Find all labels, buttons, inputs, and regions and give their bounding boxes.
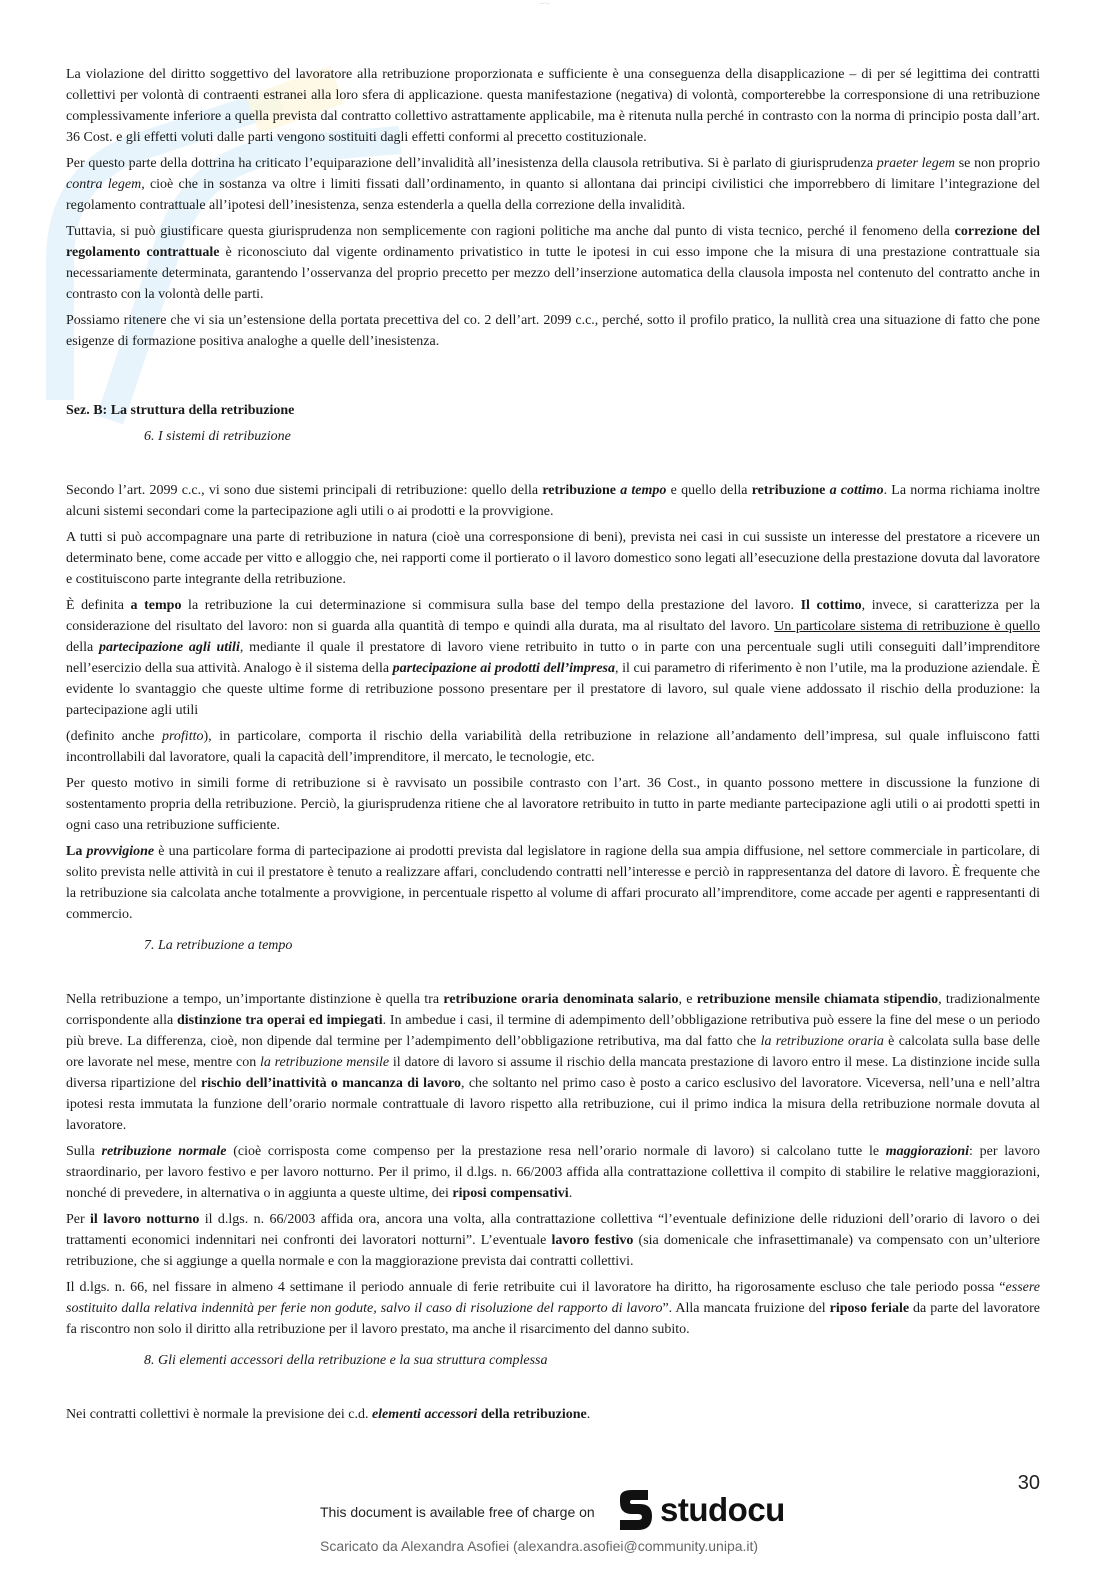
paragraph: È definita a tempo la retribuzione la cui determinazione si commisura sulla base del tempo della prestazione del lavoro. Il cottimo, invece, si caratterizza per la considerazione del risultato del lavoro: non si guarda alla quantità di tempo e quindi alla durata, ma al risultato del lavoro. Un particolare sistema di retribuzione è quello della partecipazione agli utili, mediante il quale il prestatore di lavoro viene retribuito in tutto o in parte con una percentuale sugli utili conseguiti dall’imprenditore nell’esercizio della sua attività. Analogo è il sistema della partecipazione ai prodotti dell’impresa, il cui parametro di riferimento è non l’utile, ma la produzione aziendale. È evidente lo svantaggio che queste ultime forme di retribuzione possono presentare per il prestatore di lavoro, sul quale viene addossato il rischio della produzione: la partecipazione agli utili <box>66 598 1041 718</box>
paragraph: Secondo l’art. 2099 c.c., vi sono due sistemi principali di retribuzione: quello della retribuzione a tempo e quello della retribuzione a cottimo. La norma richiama inoltre alcuni sistemi secondari come la partecipazione agli utili o ai prodotti e la provvigione. <box>66 483 1041 519</box>
paragraph: A tutti si può accompagnare una parte di retribuzione in natura (cioè una corresponsione di beni), prevista nei casi in cui sussiste un interesse del prestatore a ricevere un determinato bene, come accade per vitto e alloggio che, nei rapporti come il portierato o il lavoro domestico sono legati all’esecuzione della prestazione dovuta dal lavoratore e costituiscono parte integrante della retribuzione. <box>66 530 1040 587</box>
paragraph: Per questo parte della dottrina ha criticato l’equiparazione dell’invalidità all’inesistenza della clausola retributiva. Si è parlato di giurisprudenza praeter legem se non proprio contra legem, cioè che in sostanza va oltre i limiti fissati dall’ordinamento, in quanto si allontana dai principi civilistici che imporrebbero di limitare l’integrazione del regolamento contrattuale all’ipotesi dell’inesistenza, senza estenderla a quella della correzione della invalidità. <box>66 156 1040 213</box>
subsection-title: 6. I sistemi di retribuzione <box>144 429 291 444</box>
paragraph: La violazione del diritto soggettivo del lavoratore alla retribuzione proporzionata e sufficiente è una conseguenza della disapplicazione – di per sé legittima dei contratti collettivi per volontà di contraenti estranei alla loro sfera di applicazione. questa manifestazione (negativa) di volontà, comporterebbe la corresponsione di una retribuzione complessivamente inferiore a quella prevista dal contratto collettivo astrattamente applicabile, ma è ritenuta nulla perché in contrasto con la norma di principio posta dall’art. 36 Cost. e gli effetti voluti dalle parti vengono sostituiti dagli effetti conformi al precetto costituzionale. <box>66 67 1040 145</box>
studocu-logo[interactable] <box>612 1488 785 1532</box>
paragraph: La provvigione è una particolare forma di partecipazione ai prodotti prevista dal legislatore in ragione della sua ampia diffusione, nel settore commerciale in particolare, di solito prevista nelle attività in cui il prestatore è tenuto a realizzare affari, concludendo contratti nell’interesse e perciò in rappresentanza del datore di lavoro. È frequente che la retribuzione sia calcolata anche totalmente a provvigione, in percentuale rispetto al volume di affari procurato all’imprenditore, come accade per agenti e rappresentanti di commercio. <box>66 844 1041 922</box>
subsection-title: 8. Gli elementi accessori della retribuzione e la sua struttura complessa <box>144 1353 548 1368</box>
availability-notice: This document is available free of charge on <box>320 1504 595 1520</box>
header-mark: —·— <box>540 0 550 5</box>
download-attribution: Scaricato da Alexandra Asofiei (alexandra.asofiei@community.unipa.it) <box>320 1538 759 1554</box>
paragraph: Sulla retribuzione normale (cioè corrisposta come compenso per la prestazione resa nell’orario normale di lavoro) si calcolano tutte le maggiorazioni: per lavoro straordinario, per lavoro festivo e per lavoro notturno. Per il primo, il d.lgs. n. 66/2003 affida alla contrattazione collettiva il compito di stabilire le relative maggiorazioni, nonché di prevedere, in alternativa o in aggiunta a queste ultime, dei riposi compensativi. <box>66 1144 1041 1201</box>
document-body <box>66 64 1040 1430</box>
paragraph: Nella retribuzione a tempo, un’importante distinzione è quella tra retribuzione oraria denominata salario, e retribuzione mensile chiamata stipendio, tradizionalmente corrispondente alla distinzione tra operai ed impiegati. In ambedue i casi, il termine di adempimento dell’obbligazione retributiva può essere la fine del mese o un periodo più breve. La differenza, cioè, non dipende dal termine per l’adempimento dell’obbligazione retributiva, ma dal fatto che la retribuzione oraria è calcolata sulla base delle ore lavorate nel mese, mentre con la retribuzione mensile il datore di lavoro si assume il rischio della mancata prestazione di lavoro entro il mese. La distinzione incide sulla diversa ripartizione del rischio dell’inattività o mancanza di lavoro, che soltanto nel primo caso è posto a carico esclusivo del lavoratore. Viceversa, nell’una e nell’altra ipotesi resta immutata la funzione dell’orario normale contrattuale di lavoro rispetto alla retribuzione, cui il primo indica la misura della retribuzione normale dovuta al lavoratore. <box>66 992 1041 1133</box>
paragraph: Tuttavia, si può giustificare questa giurisprudenza non semplicemente con ragioni politiche ma anche dal punto di vista tecnico, perché il fenomeno della correzione del regolamento contrattuale è riconosciuto dal vigente ordinamento privatistico in tutte le ipotesi in cui esso impone che la misura di una prestazione contrattuale sia necessariamente determinata, garantendo l’osservanza del proprio precetto per mezzo dell’inserzione automatica della clausola imposta nel contenuto del contratto anche in contrasto con la volontà delle parti. <box>66 224 1040 302</box>
page-number: 30 <box>1017 1472 1040 1494</box>
paragraph: Per il lavoro notturno il d.lgs. n. 66/2003 affida ora, ancora una volta, alla contrattazione collettiva “l’eventuale definizione delle riduzioni dell’orario di lavoro o dei trattamenti economici indennitari nei confronti dei lavoratori notturni”. L’eventuale lavoro festivo (sia domenicale che infrasettimanale) va compensato con un’ulteriore retribuzione, che si aggiunge a quella normale e con la maggiorazione prevista dai contratti collettivi. <box>66 1212 1041 1269</box>
paragraph: Il d.lgs. n. 66, nel fissare in almeno 4 settimane il periodo annuale di ferie retribuite cui il lavoratore ha diritto, ha rigorosamente escluso che tale periodo possa “essere sostituito dalla relativa indennità per ferie non godute, salvo il caso di risoluzione del rapporto di lavoro”. Alla mancata fruizione del riposo feriale da parte del lavoratore fa riscontro non solo il diritto alla retribuzione per il lavoro prestato, ma anche il risarcimento del danno subito. <box>66 1280 1041 1337</box>
paragraph: Nei contratti collettivi è normale la previsione dei c.d. elementi accessori della retribuzione. <box>66 1407 591 1422</box>
paragraph: (definito anche profitto), in particolare, comporta il rischio della variabilità della retribuzione in relazione all’andamento dell’impresa, sul quale influiscono fatti incontrollabili dal lavoratore, quali la capacità dell’imprenditore, il mercato, le tecnologie, etc. <box>66 729 1040 765</box>
studocu-logo-text: studocu <box>660 1491 785 1528</box>
paragraph: Possiamo ritenere che vi sia un’estensione della portata precettiva del co. 2 dell’art. 2099 c.c., perché, sotto il profilo pratico, la nullità crea una situazione di fatto che pone esigenze di formazione positiva analoghe a quelle dell’inesistenza. <box>66 313 1040 349</box>
subsection-title: 7. La retribuzione a tempo <box>144 938 293 953</box>
section-title: Sez. B: La struttura della retribuzione <box>66 403 295 418</box>
paragraph: Per questo motivo in simili forme di retribuzione si è ravvisato un possibile contrasto con l’art. 36 Cost., in quanto possono mettere in discussione la funzione di sostentamento propria della retribuzione. Perciò, la giurisprudenza ritiene che al lavoratore retribuito in tutto in parte mediante partecipazione agli utili o ai prodotti spetti in ogni caso una retribuzione sufficiente. <box>66 776 1040 833</box>
studocu-s-icon <box>612 1488 656 1532</box>
